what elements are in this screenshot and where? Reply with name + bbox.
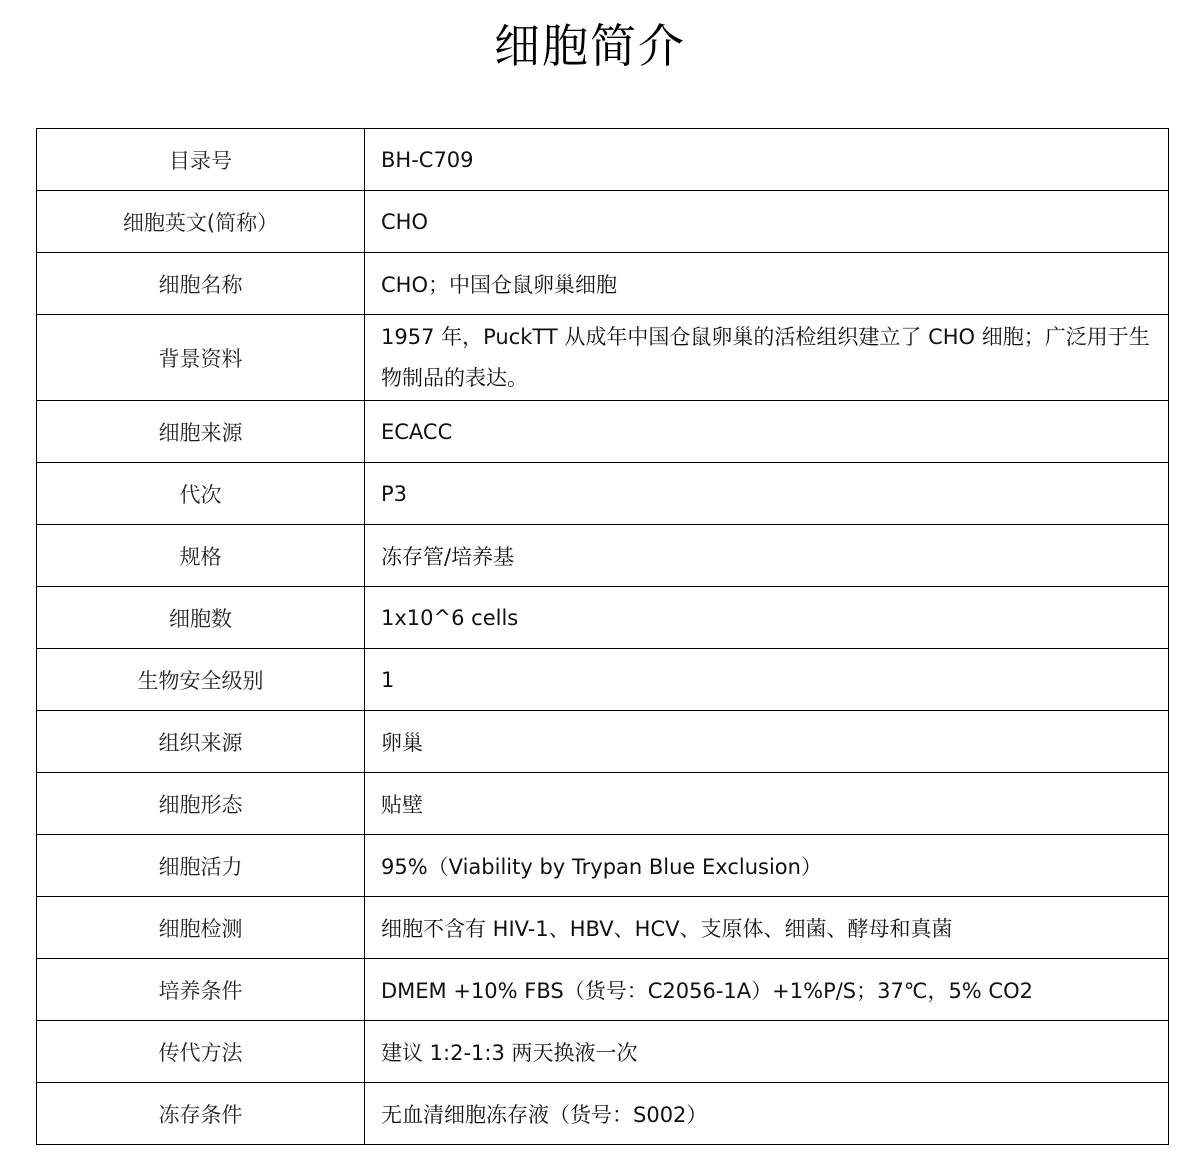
row-value: P3 — [365, 463, 1169, 525]
row-label: 细胞英文(简称） — [37, 191, 365, 253]
row-value: 无血清细胞冻存液（货号：S002） — [365, 1083, 1169, 1145]
row-value: 卵巢 — [365, 711, 1169, 773]
table-row-passage-method — [37, 1021, 1169, 1083]
table-row-culture-conditions — [37, 959, 1169, 1021]
table-row-cell-count — [37, 587, 1169, 649]
row-value: ECACC — [365, 401, 1169, 463]
table-row-cell-source — [37, 401, 1169, 463]
table-row-biosafety-level — [37, 649, 1169, 711]
row-label: 冻存条件 — [37, 1083, 365, 1145]
row-label: 细胞数 — [37, 587, 365, 649]
row-value: 贴壁 — [365, 773, 1169, 835]
row-label: 细胞活力 — [37, 835, 365, 897]
row-label: 代次 — [37, 463, 365, 525]
cell-info-table — [36, 128, 1169, 1145]
row-value: CHO — [365, 191, 1169, 253]
row-label: 细胞检测 — [37, 897, 365, 959]
table-row-viability — [37, 835, 1169, 897]
row-label: 生物安全级别 — [37, 649, 365, 711]
table-row-testing — [37, 897, 1169, 959]
table-row-cryopreservation — [37, 1083, 1169, 1145]
row-label: 目录号 — [37, 129, 365, 191]
row-value: BH-C709 — [365, 129, 1169, 191]
row-value: 95%（Viability by Trypan Blue Exclusion） — [365, 835, 1169, 897]
table-row-cell-name — [37, 253, 1169, 315]
table-row-passage — [37, 463, 1169, 525]
row-label: 细胞名称 — [37, 253, 365, 315]
table-row-catalog-number — [37, 129, 1169, 191]
row-value: 冻存管/培养基 — [365, 525, 1169, 587]
table-row-tissue-source — [37, 711, 1169, 773]
row-label: 背景资料 — [37, 315, 365, 401]
row-value: 1 — [365, 649, 1169, 711]
row-label: 组织来源 — [37, 711, 365, 773]
table-row-english-abbreviation — [37, 191, 1169, 253]
table-row-morphology — [37, 773, 1169, 835]
row-label: 培养条件 — [37, 959, 365, 1021]
row-value: 建议 1:2-1:3 两天换液一次 — [365, 1021, 1169, 1083]
row-value: 细胞不含有 HIV-1、HBV、HCV、支原体、细菌、酵母和真菌 — [365, 897, 1169, 959]
row-value: DMEM +10% FBS（货号：C2056-1A）+1%P/S；37℃，5% CO2 — [365, 959, 1169, 1021]
table-row-background — [37, 315, 1169, 401]
row-label: 传代方法 — [37, 1021, 365, 1083]
row-value: 1957 年，PuckTT 从成年中国仓鼠卵巢的活检组织建立了 CHO 细胞；广泛用于生物制品的表达。 — [365, 315, 1169, 401]
row-value: CHO；中国仓鼠卵巢细胞 — [365, 253, 1169, 315]
row-label: 规格 — [37, 525, 365, 587]
page-title: 细胞简介 — [494, 19, 686, 73]
table-row-specification — [37, 525, 1169, 587]
row-label: 细胞形态 — [37, 773, 365, 835]
row-label: 细胞来源 — [37, 401, 365, 463]
row-value: 1x10^6 cells — [365, 587, 1169, 649]
